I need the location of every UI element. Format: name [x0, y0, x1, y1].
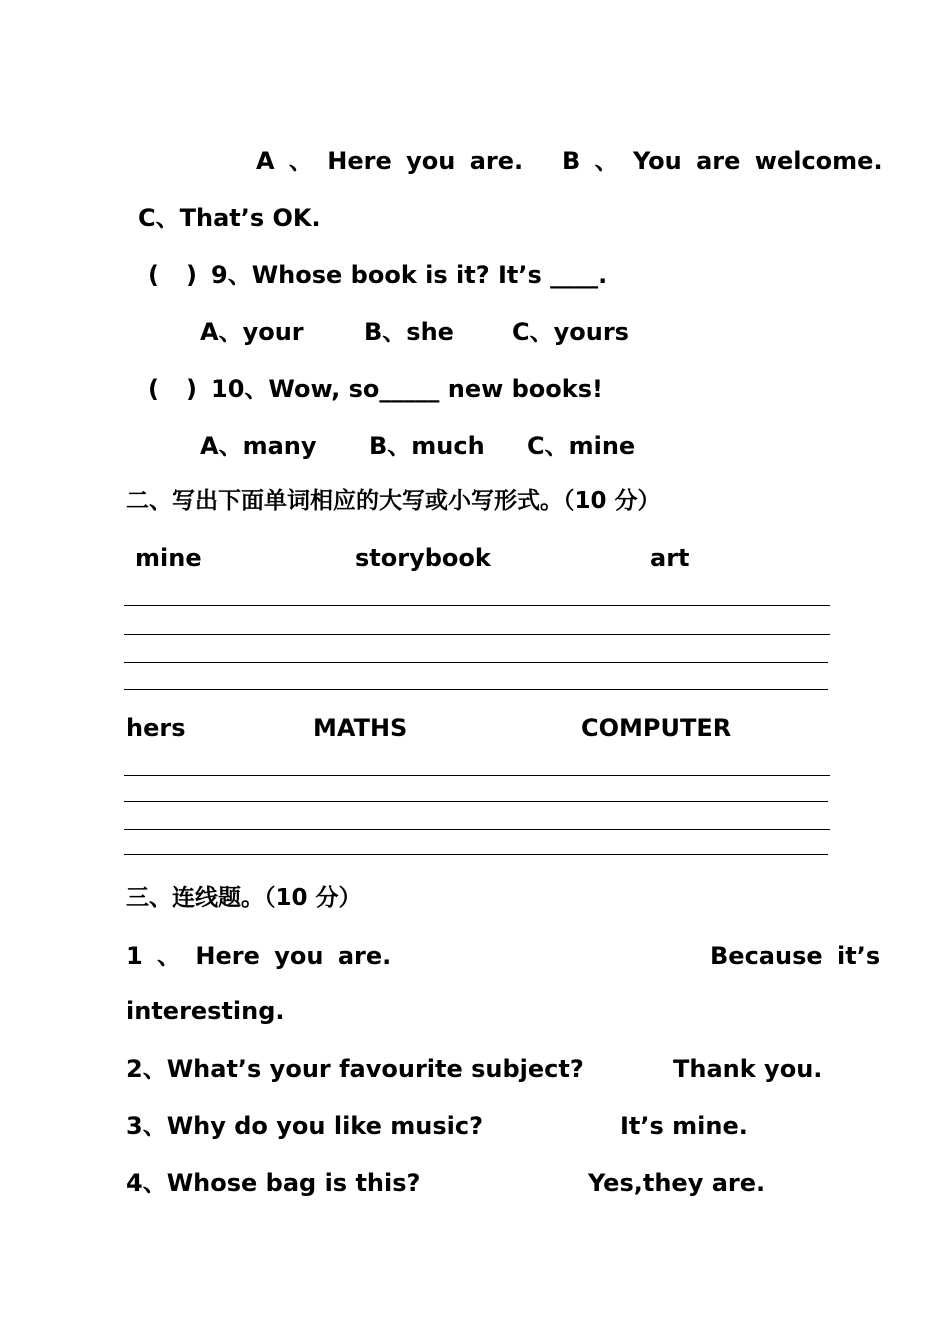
section-2-heading: 二、写出下面单词相应的大写或小写形式。（10 分）: [126, 488, 661, 514]
q9-option-b: B、she: [364, 318, 454, 346]
word-computer: COMPUTER: [581, 714, 732, 742]
q9-stem: 9、Whose book is it? It’s ____.: [211, 261, 608, 289]
writing-line[interactable]: [124, 801, 828, 802]
q10-answer-paren-open: (: [148, 375, 159, 403]
q10-option-a: A、many: [200, 432, 317, 460]
match-left-4: 4、Whose bag is this?: [126, 1169, 421, 1197]
word-mine: mine: [135, 544, 202, 572]
writing-line[interactable]: [124, 689, 828, 690]
word-art: art: [650, 544, 690, 572]
q9-option-c: C、yours: [512, 318, 629, 346]
q8-option-a: A 、 Here you are.: [256, 147, 524, 175]
q9-answer-paren-close: ): [186, 261, 197, 289]
writing-line[interactable]: [124, 634, 830, 635]
match-right-2: Thank you.: [673, 1055, 823, 1083]
match-left-3: 3、Why do you like music?: [126, 1112, 484, 1140]
match-right-4: Yes,they are.: [588, 1169, 766, 1197]
writing-line[interactable]: [124, 775, 830, 776]
q8-option-b: B 、 You are welcome.: [562, 147, 883, 175]
match-right-1: Because it’s: [710, 942, 881, 970]
section-3-heading: 三、连线题。（10 分）: [126, 885, 362, 911]
writing-line[interactable]: [124, 829, 830, 830]
word-maths: MATHS: [313, 714, 408, 742]
match-left-2: 2、What’s your favourite subject?: [126, 1055, 584, 1083]
q9-option-a: A、your: [200, 318, 304, 346]
match-right-1-wrap: interesting.: [126, 997, 285, 1025]
q10-option-c: C、mine: [527, 432, 636, 460]
q9-answer-paren-open: (: [148, 261, 159, 289]
writing-line[interactable]: [124, 662, 828, 663]
q10-option-b: B、much: [369, 432, 485, 460]
word-hers: hers: [126, 714, 186, 742]
word-storybook: storybook: [355, 544, 491, 572]
match-right-3: It’s mine.: [620, 1112, 748, 1140]
q8-option-c: C、That’s OK.: [138, 204, 321, 232]
q10-answer-paren-close: ): [186, 375, 197, 403]
q10-stem: 10、Wow, so_____ new books!: [211, 375, 603, 403]
match-left-1: 1 、 Here you are.: [126, 942, 392, 970]
writing-line[interactable]: [124, 605, 830, 606]
writing-line[interactable]: [124, 854, 828, 855]
